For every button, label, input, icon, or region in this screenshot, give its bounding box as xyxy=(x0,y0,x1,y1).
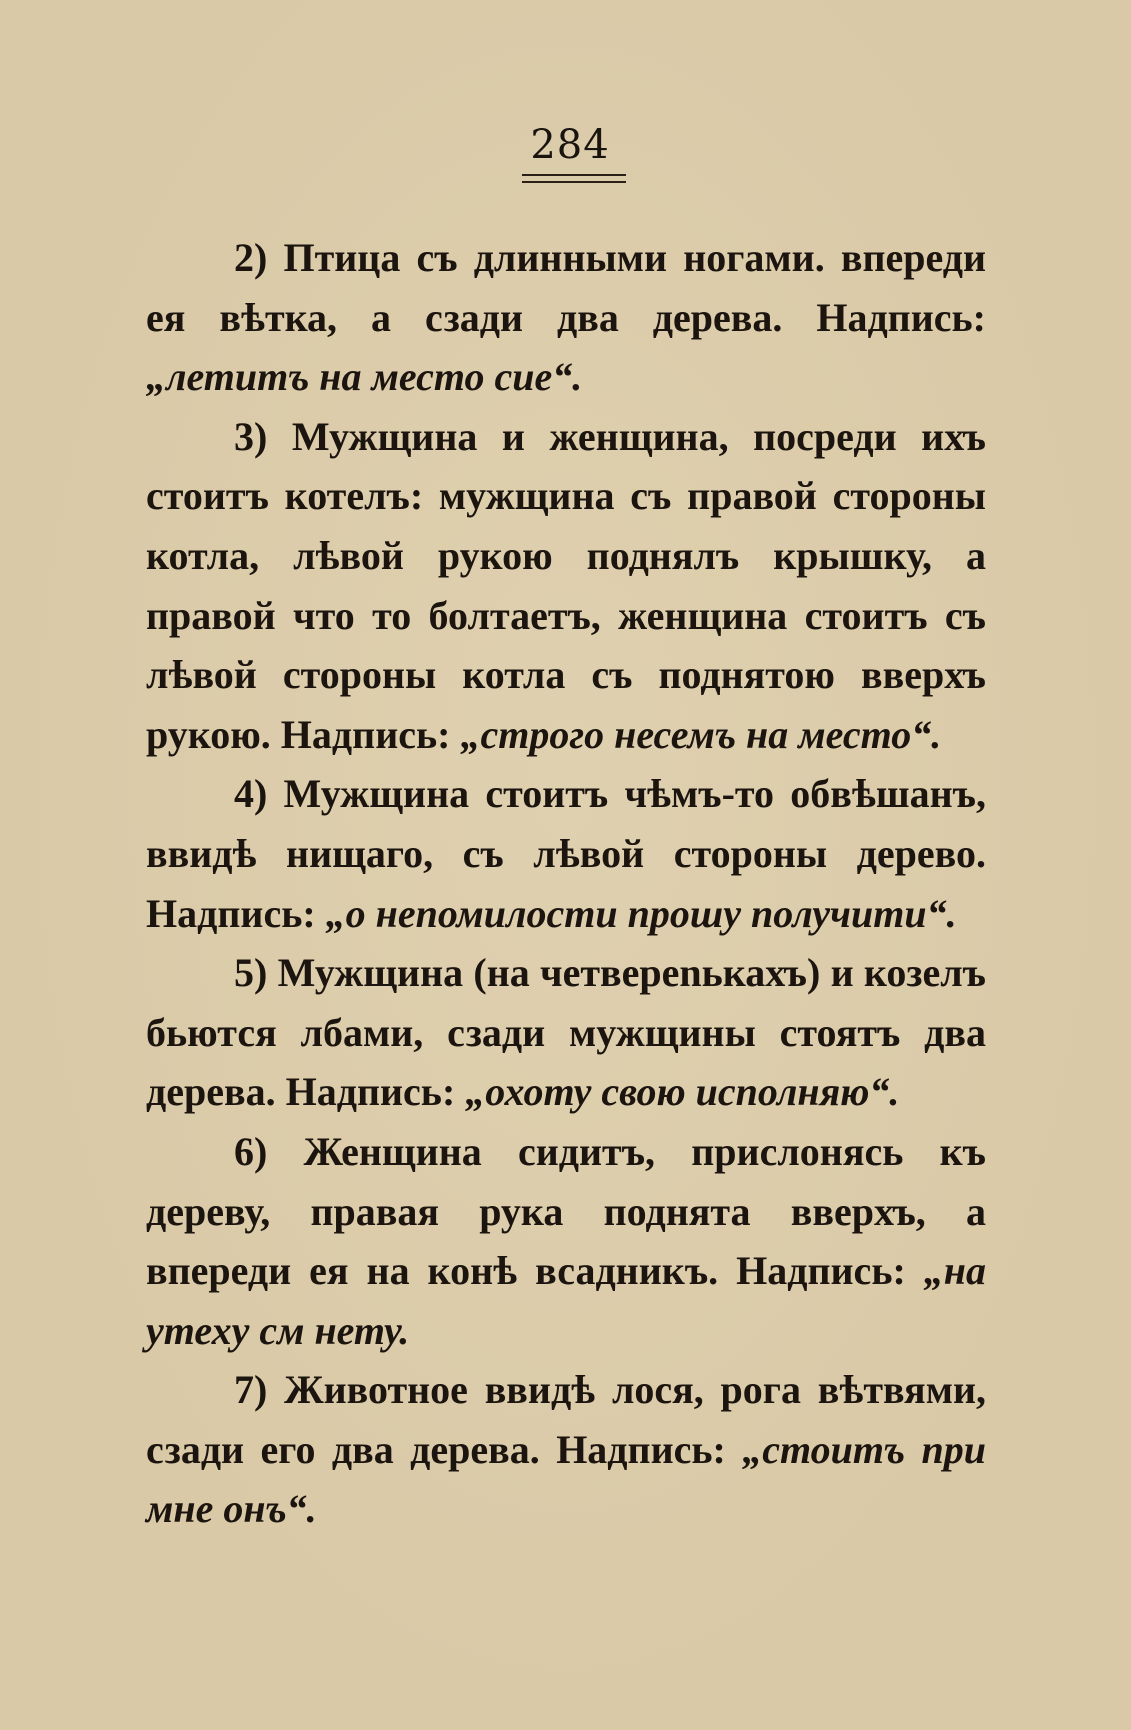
paragraph-text: 4) Мужщина стоитъ чѣмъ-то обвѣшанъ, ввидѣ нищаго, съ лѣвой стороны дерево. Надпись: xyxy=(146,771,986,936)
paragraph-item-4 xyxy=(146,764,986,943)
page-number: 284 xyxy=(530,122,610,168)
inscription-quote: „охоту свою исполняю“. xyxy=(465,1069,900,1115)
paragraph-text: 7) Животное ввидѣ лося, рога вѣтвями, сзади его два дерева. Надпись: xyxy=(146,1367,986,1472)
page-number-rule-top xyxy=(522,174,626,176)
inscription-quote: „о непомилости прошу получити“. xyxy=(325,890,957,936)
paragraph-text: 6) Женщина сидитъ, прислонясь къ дереву, правая рука поднята вверхъ, а впереди ея на конѣ всадникъ. Надпись: xyxy=(146,1128,986,1294)
page-number-rule-bottom xyxy=(522,181,626,183)
paragraph-item-5 xyxy=(146,943,986,1122)
paragraph-text: 5) Мужщина (на четвереnькахъ) и козелъ бьются лбами, сзади мужщины стоятъ два дерева. Надпись: xyxy=(146,950,986,1115)
body-text xyxy=(146,228,986,1539)
paragraph-text: 3) Мужщина и женщина, посреди ихъ стоитъ котелъ: мужщина съ правой стороны котла, лѣвой рукою поднялъ крышку, а правой что то болтаетъ, женщина стоитъ съ лѣвой стороны котла съ поднятою вверхъ рукою. Надпись: xyxy=(146,413,986,757)
paragraph-item-6 xyxy=(146,1122,986,1360)
inscription-quote: „летитъ на место сие“. xyxy=(146,354,583,400)
inscription-quote: „строго несемъ на место“. xyxy=(460,711,942,757)
paragraph-item-3 xyxy=(146,407,986,765)
inscription-quote: „стоитъ при мне онъ“. xyxy=(146,1426,986,1532)
paragraph-text: 2) Птица съ длинными ногами. впереди ея вѣтка, а сзади два дерева. Надпись: xyxy=(146,235,986,340)
paragraph-item-2 xyxy=(146,228,986,407)
paragraph-item-7 xyxy=(146,1360,986,1539)
inscription-quote: „на утеху см нету. xyxy=(146,1248,986,1353)
